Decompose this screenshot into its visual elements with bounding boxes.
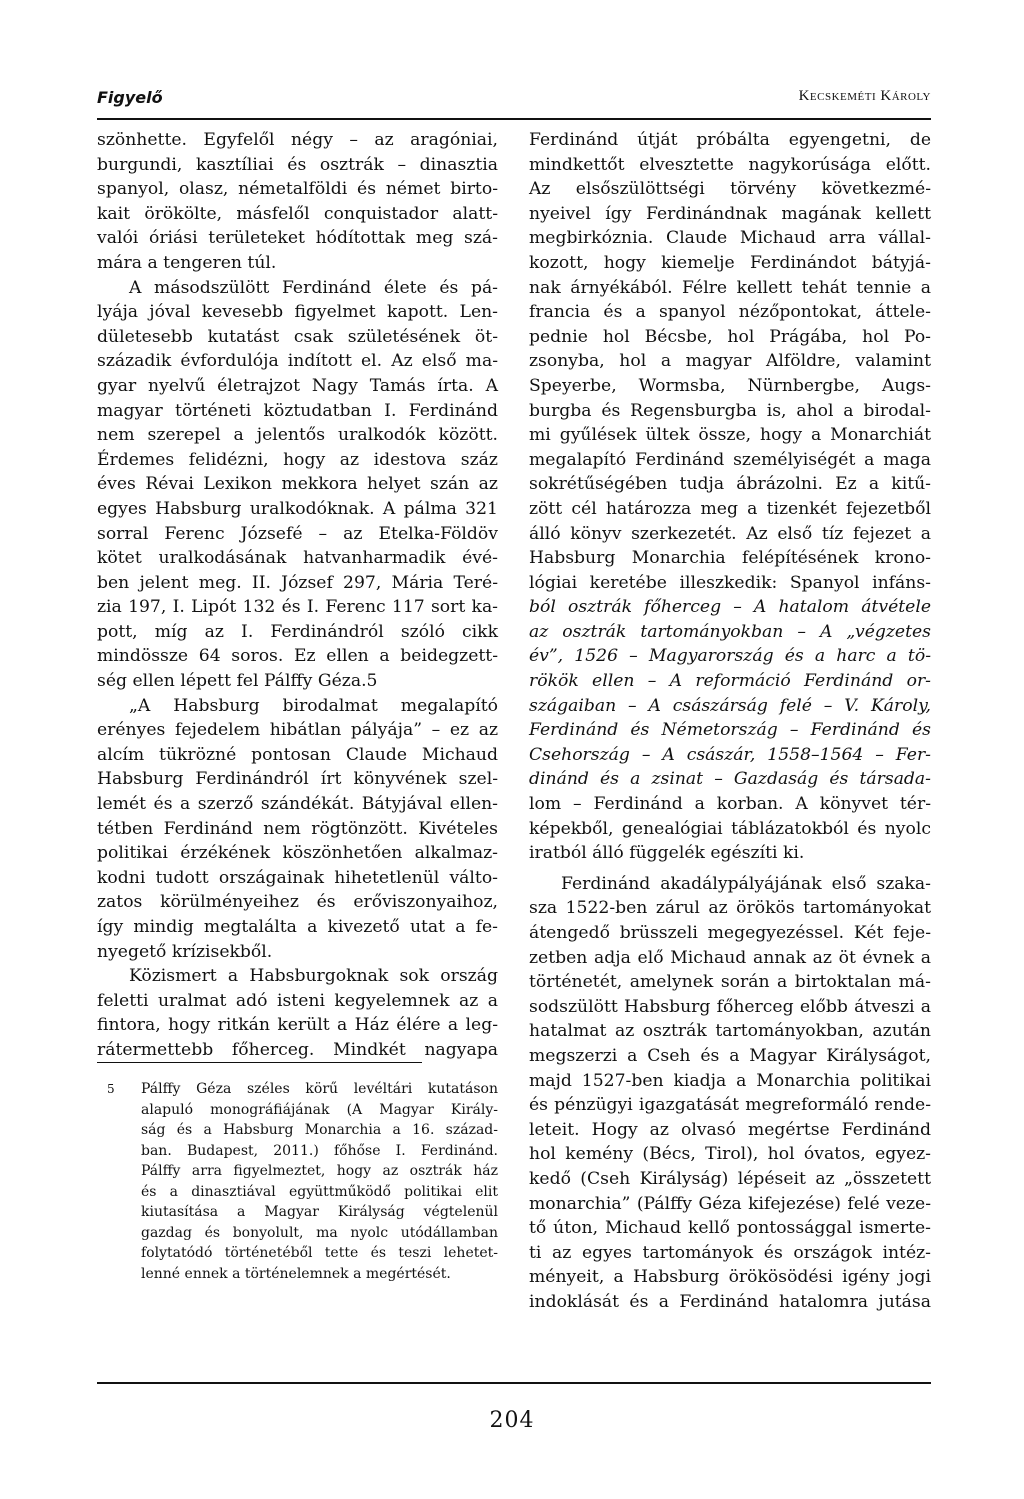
text-line: szönhette. Egyfelől négy – az aragóniai, (97, 130, 498, 150)
text-line: Csehország – A császár, 1558–1564 – Fer- (529, 744, 931, 765)
text-line: pednie hol Bécsbe, hol Prágába, hol Po- (529, 326, 931, 347)
text-line: politikai érzékének köszönhetően alkalmaz- (97, 843, 498, 864)
footnote (97, 1079, 498, 1284)
text-line: történetét, amelynek során a birtoktalan má- (529, 972, 931, 993)
text-line: tő úton, Michaud kellő pontossággal ismerte- (529, 1218, 931, 1239)
text-line: egyes Habsburg uralkodóknak. A pálma 321 (97, 498, 498, 519)
text-line: mindkettőt elvesztette nagykorúsága előtt. (529, 154, 931, 175)
text-line: megalapító Ferdinánd személyiségét a maga (529, 449, 931, 470)
text-line: századik évfordulója indított el. Az első ma- (97, 351, 498, 372)
text-line: Habsburg Monarchia felépítésének krono- (529, 548, 931, 569)
text-line: sokrétűségében tudja ábrázolni. Ez a kitű- (529, 474, 931, 495)
text-line: képekből, genealógiai táblázatokból és nyolc (529, 818, 931, 839)
text-line: így mindig megtalálta a kivezető utat a fe- (97, 917, 498, 937)
text-line: burgundi, kasztíliai és osztrák – dinasztia (97, 154, 498, 175)
text-line: szágaiban – A császárság felé – V. Károly, (529, 695, 931, 716)
text-line: lyája jóval kevesebb figyelmet kapott. Len- (97, 302, 498, 323)
text-line: zia 197, I. Lipót 132 és I. Ferenc 117 sort ka- (97, 597, 498, 618)
journal-section-title: Figyelő (97, 88, 163, 107)
text-line: Ferdinánd akadálypályájának első szaka- (561, 873, 931, 894)
text-line: ból osztrák főherceg – A hatalom átvétele (529, 597, 931, 618)
text-line: burgba és Regensburgba is, ahol a birodal- (529, 400, 931, 421)
text-line: feletti uralmat adó isteni kegyelemnek az a (97, 990, 498, 1011)
page-bottom-rule (97, 1382, 931, 1384)
text-line: fintora, hogy ritkán került a Ház élére a leg- (97, 1015, 498, 1036)
text-line: kozott, hogy kiemelje Ferdinándot bátyjá- (529, 252, 931, 273)
footnote-separator (97, 1062, 422, 1063)
text-line: gyar nyelvű életrajzot Nagy Tamás írta. A (97, 375, 498, 396)
text-line: átengedő brüsszeli megegyezéssel. Két feje- (529, 923, 931, 943)
page-number: 204 (489, 1408, 535, 1433)
text-line: Ferdinánd útját próbálta egyengetni, de (529, 130, 931, 150)
text-line: ség ellen lépett fel Pálffy Géza.5 (97, 671, 378, 692)
text-line: hatalmat az osztrák tartományokban, azután (529, 1021, 931, 1042)
text-line: Érdemes felidézni, hogy az idestova száz (97, 449, 498, 470)
text-line: iratból álló függelék egészíti ki. (529, 843, 805, 864)
text-line: Habsburg Ferdinándról írt könyvének szel- (97, 769, 498, 790)
text-line: ti az egyes tartományok és országok intéz- (529, 1242, 931, 1263)
text-line: dinánd és a zsinat – Gazdaság és társada- (529, 769, 931, 790)
text-line: nak árnyékából. Félre kellett tehát tennie a (529, 277, 931, 298)
text-line: monarchia” (Pálffy Géza kifejezése) felé veze- (529, 1193, 931, 1214)
text-line: alcím tükrözné pontosan Claude Michaud (97, 744, 498, 765)
text-line: zatos körülményeihez és erőviszonyaihoz, (97, 892, 498, 913)
text-line: erényes fejedelem hibátlan pályája” – ez az (97, 720, 498, 741)
text-line: „A Habsburg birodalmat megalapító (129, 695, 498, 716)
left-column (97, 128, 498, 1063)
footnote-line: lenné ennek a történelemnek a megértését. (141, 1265, 451, 1282)
text-line: pott, míg az I. Ferdinándról szóló cikk (97, 621, 498, 642)
footnote-line: Pálffy Géza széles körű levéltári kutatáson (141, 1081, 498, 1097)
text-line: hol kemény (Bécs, Tirol), hol óvatos, egyez- (529, 1144, 931, 1165)
text-line: majd 1527-ben kiadja a Monarchia politikai (529, 1070, 931, 1091)
text-line: leteit. Hogy az olvasó megértse Ferdinánd (529, 1119, 931, 1140)
text-line: Az elsőszülöttségi törvény következmé- (529, 179, 931, 200)
text-line: nyegető krízisekből. (97, 941, 273, 962)
text-line: indoklását és a Ferdinánd hatalomra jutása (529, 1291, 931, 1312)
footnote-line: Pálffy arra figyelmeztet, hogy az osztrák ház (141, 1163, 498, 1179)
text-line: kedő (Cseh Királyság) lépéseit az „összetett (529, 1168, 931, 1189)
text-line: lemét és a szerző szándékát. Bátyjával ellen- (97, 794, 498, 815)
text-line: tétben Ferdinánd nem rögtönzött. Kivételes (97, 818, 498, 839)
text-line: nyeivel így Ferdinándnak magának kellett (529, 203, 931, 224)
text-line: megbirkóznia. Claude Michaud arra vállal- (529, 228, 931, 249)
footnote-line: ság és a Habsburg Monarchia a 16. század- (141, 1122, 498, 1138)
footnote-line: ban. Budapest, 2011.) főhőse I. Ferdinánd. (141, 1142, 498, 1159)
text-line: Speyerbe, Wormsba, Nürnbergbe, Augs- (529, 375, 931, 396)
text-line: sorral Ferenc Józsefé – az Etelka-Földöv (97, 523, 498, 544)
footnote-mark: 5 (107, 1082, 115, 1096)
text-line: Ferdinánd és Németország – Ferdinánd és (529, 720, 931, 741)
text-line: álló könyv szerkezetét. Az első tíz fejezet a (529, 523, 931, 544)
text-line: ményeit, a Habsburg örökösödési igény jogi (529, 1267, 931, 1288)
text-line: magyar történeti köztudatban I. Ferdinánd (97, 400, 498, 421)
text-line: sza 1522-ben zárul az örökös tartományokat (529, 898, 931, 919)
text-line: sodszülött Habsburg főherceg előbb átveszi a (529, 996, 931, 1017)
text-line: megszerzi a Cseh és a Magyar Királyságot, (529, 1045, 931, 1066)
text-line: év”, 1526 – Magyarország és a harc a tö- (529, 646, 931, 667)
text-line: mi gyűlések ültek össze, hogy a Monarchiát (529, 425, 931, 446)
text-line: rátermettebb főherceg. Mindkét nagyapa (97, 1039, 498, 1060)
text-line: spanyol, olasz, németalföldi és német birto- (97, 179, 498, 200)
right-column (529, 128, 931, 1315)
footnote-line: folytatódó történetéből tette és teszi lehetet- (141, 1245, 498, 1261)
text-line: kodni tudott országainak hihetetlenül válto- (97, 867, 498, 888)
text-line: valói óriási területeket hódítottak meg szá- (97, 228, 498, 249)
footnote-line: és a dinasztiával együttműködő politikai elit (141, 1183, 498, 1200)
footnote-line: kiutasítása a Magyar Királyság végtelenül (141, 1204, 498, 1220)
text-line: az osztrák tartományokban – A „végzetes (529, 621, 931, 642)
footnote-line: alapuló monográfiájának (A Magyar Király- (141, 1101, 498, 1118)
text-line: nem szerepel a jelentős uralkodók között. (97, 425, 498, 446)
text-line: éves Révai Lexikon mekkora helyet szán az (97, 474, 498, 495)
text-line: mára a tengeren túl. (97, 252, 277, 273)
text-line: és pénzügyi igazgatását megreformáló rende- (529, 1095, 931, 1116)
text-line: ben jelent meg. II. József 297, Mária Teré- (97, 572, 498, 593)
footnote-line: gazdag és bonyolult, ma nyolc utódállamban (141, 1224, 498, 1241)
text-line: dületesebb kutatást csak születésének öt- (97, 326, 498, 347)
text-line: Közismert a Habsburgoknak sok ország (129, 966, 498, 987)
text-line: lom – Ferdinánd a korban. A könyvet tér- (529, 794, 931, 815)
text-line: A másodszülött Ferdinánd élete és pá- (129, 277, 498, 298)
text-line: zetben adja elő Michaud annak az öt évnek a (529, 947, 931, 968)
text-line: zsonyba, hol a magyar Alföldre, valamint (529, 351, 931, 372)
text-line: zött cél határozza meg a tizenkét fejezetből (529, 498, 931, 519)
running-header (97, 88, 931, 120)
text-line: mindössze 64 soros. Ez ellen a beidegzett- (97, 646, 498, 667)
text-line: kötet uralkodásának hatvanharmadik évé- (97, 548, 498, 569)
text-line: rökök ellen – A reformáció Ferdinánd or- (529, 671, 931, 692)
text-line: kait örökölte, másfelől conquistador alatt- (97, 203, 498, 224)
text-line: lógiai keretébe illeszkedik: Spanyol infáns- (529, 572, 931, 593)
author-name: Kecskeméti Károly (798, 88, 931, 104)
text-line: francia és a spanyol nézőpontokat, áttele- (529, 302, 931, 323)
